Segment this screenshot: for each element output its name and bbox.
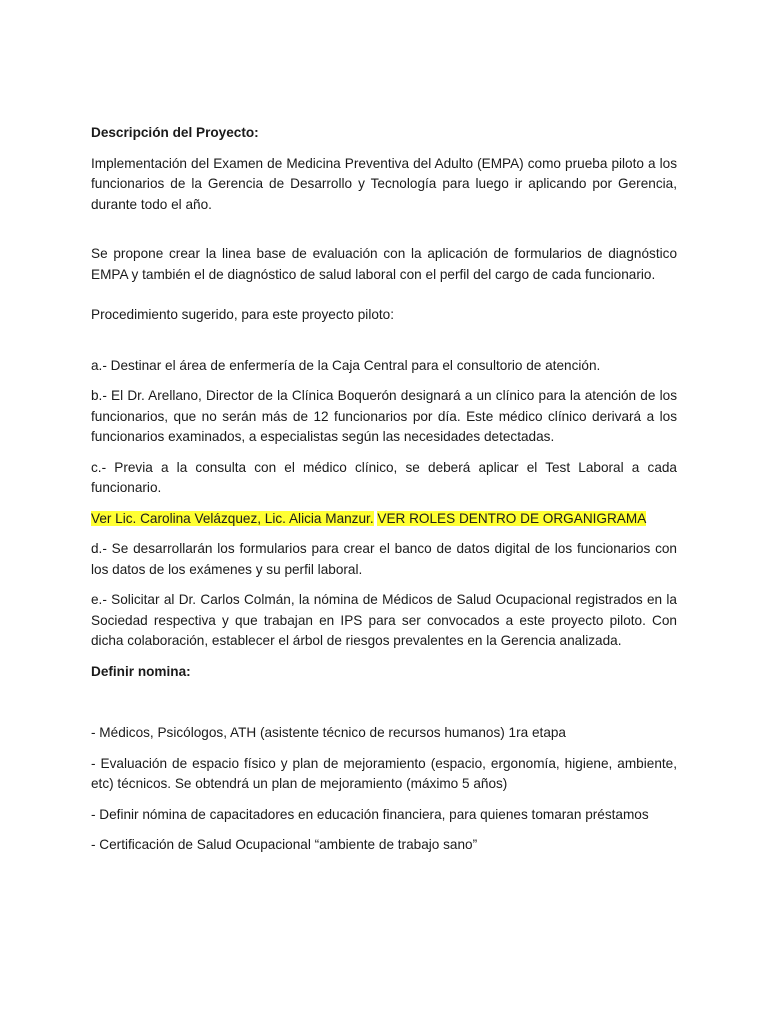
highlight-roles: VER ROLES DENTRO DE ORGANIGRAMA [377, 510, 647, 526]
item-e: e.- Solicitar al Dr. Carlos Colmán, la nómina de Médicos de Salud Ocupacional registrados en la Sociedad respectiva y que trabajan en IPS para ser convocados a este proyecto piloto. Con dicha colaboración, establecer el árbol de riesgos prevalentes en la Gerencia analizada. [91, 592, 677, 648]
highlight-line [91, 509, 677, 530]
item-b: b.- El Dr. Arellano, Director de la Clínica Boquerón designará a un clínico para la atención de los funcionarios, que no serán más de 12 funcionarios por día. Este médico clínico derivará a los funcionarios examinados, a especialistas según las necesidades detectadas. [91, 388, 677, 444]
section-heading: Descripción del Proyecto: [91, 125, 259, 140]
proposal-paragraph: Se propone crear la linea base de evaluación con la aplicación de formularios de diagnóstico EMPA y también el de diagnóstico de salud laboral con el perfil del cargo de cada funcionario. [91, 246, 677, 282]
intro-paragraph: Implementación del Examen de Medicina Preventiva del Adulto (EMPA) como prueba piloto a los funcionarios de la Gerencia de Desarrollo y Tecnología para luego ir aplicando por Gerencia, durante todo el año. [91, 155, 677, 212]
list-item: - Médicos, Psicólogos, ATH (asistente técnico de recursos humanos) 1ra etapa [91, 725, 566, 740]
list-item: - Certificación de Salud Ocupacional “ambiente de trabajo sano” [91, 837, 478, 852]
list-item: - Definir nómina de capacitadores en educación financiera, para quienes tomaran préstamos [91, 806, 649, 822]
highlight-contacts: Ver Lic. Carolina Velázquez, Lic. Alicia Manzur. [91, 510, 374, 526]
item-d: d.- Se desarrollarán los formularios para crear el banco de datos digital de los funcionarios con los datos de los exámenes y su perfil laboral. [91, 541, 677, 577]
list-item: - Evaluación de espacio físico y plan de mejoramiento (espacio, ergonomía, higiene, ambiente, etc) técnicos. Se obtendrá un plan de mejoramiento (máximo 5 años) [91, 755, 677, 791]
document-page [91, 123, 677, 856]
item-a: a.- Destinar el área de enfermería de la Caja Central para el consultorio de atención. [91, 357, 601, 373]
define-heading: Definir nomina: [91, 663, 191, 679]
item-c: c.- Previa a la consulta con el médico clínico, se deberá aplicar el Test Laboral a cada funcionario. [91, 459, 677, 495]
procedure-heading: Procedimiento sugerido, para este proyecto piloto: [91, 307, 395, 322]
